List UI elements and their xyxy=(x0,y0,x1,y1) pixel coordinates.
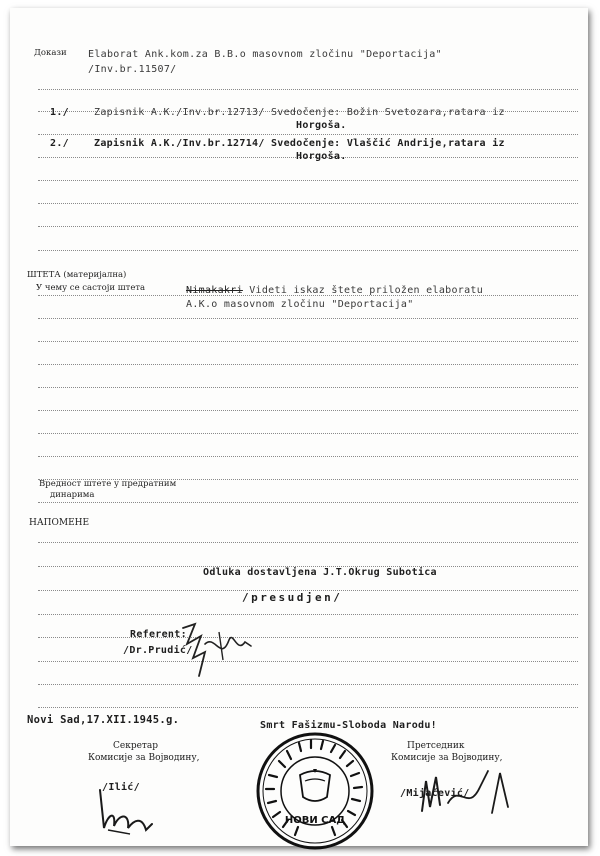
damage-line-1 xyxy=(186,284,483,297)
verdict-text: /presudjen/ xyxy=(242,591,343,604)
evidence-item-1-number: 1./ xyxy=(50,107,69,118)
evidence-label: Докази xyxy=(34,48,67,58)
damage-line-2: A.K.o masovnom zločinu "Deportacija" xyxy=(186,299,414,310)
decision-text: Odluka dostavljena J.T.Okrug Subotica xyxy=(203,567,437,578)
damage-label: ШТЕТА (материјална) xyxy=(27,270,127,280)
official-seal xyxy=(255,731,375,851)
evidence-line-1: Elaborat Ank.kom.za B.B.o masovnom zločinu "Deportacija" xyxy=(88,49,442,60)
referent-label: Referent: xyxy=(130,629,187,640)
place-date: Novi Sad,17.XII.1945.g. xyxy=(27,714,180,726)
remarks-label: НАПОМЕНЕ xyxy=(29,518,90,528)
secretary-title: Секретар xyxy=(113,741,159,751)
secretary-name: /Ilić/ xyxy=(102,782,140,793)
evidence-item-1-continuation: Horgoša. xyxy=(296,120,347,131)
president-signature xyxy=(408,763,518,819)
evidence-item-2-text: Zapisnik A.K./Inv.br.12714/ Svedočenje: Vlaščić Andrije,ratara iz xyxy=(94,138,505,149)
referent-signature xyxy=(175,614,255,682)
president-commission: Комисије за Војводину, xyxy=(391,753,503,763)
secretary-commission: Комисије за Војводину, xyxy=(88,753,200,763)
damage-line-1-text: Videti iskaz štete priložen elaboratu xyxy=(242,285,484,296)
damage-value-label-currency: динарима xyxy=(50,490,95,500)
struck-out-text: Nimakakri xyxy=(186,285,243,296)
evidence-line-2: /Inv.br.11507/ xyxy=(88,64,177,75)
seal-center-text: НОВИ САД xyxy=(284,815,346,826)
damage-value-label: Вредност штете у предратним xyxy=(39,479,177,489)
referent-name: /Dr.Prudić/ xyxy=(123,645,193,656)
evidence-item-2-continuation: Horgoša. xyxy=(296,151,347,162)
evidence-item-2-number: 2./ xyxy=(50,138,69,149)
evidence-item-1-text: Zapisnik A.K./Inv.br.12713/ Svedočenje: Božin Svetozara,ratara iz xyxy=(94,107,505,118)
slogan: Smrt Fašizmu-Sloboda Narodu! xyxy=(260,720,437,731)
damage-consists-label: У чему се састоји штета xyxy=(36,283,146,293)
president-name: /Mijačević/ xyxy=(400,788,470,799)
president-title: Претседник xyxy=(407,741,465,751)
secretary-signature xyxy=(90,784,160,840)
document-sheet xyxy=(10,8,588,846)
